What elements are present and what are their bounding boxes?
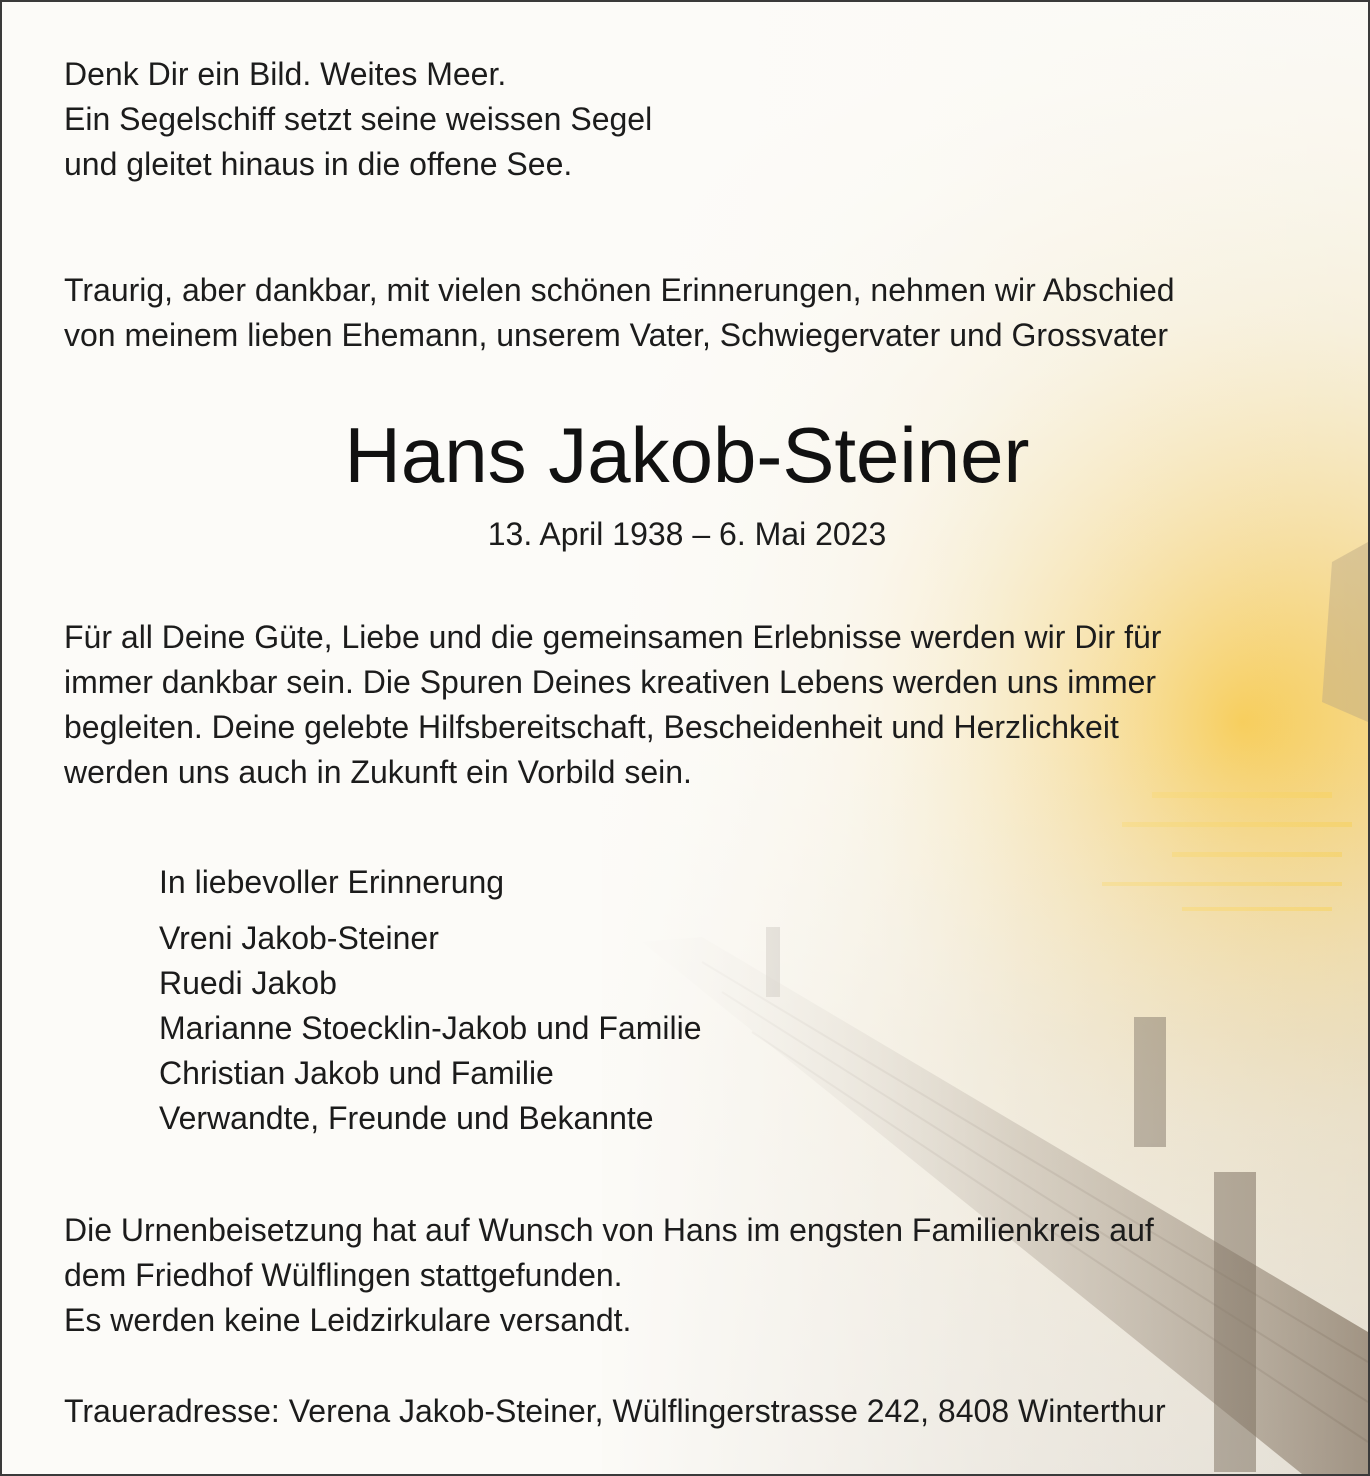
poem [64, 52, 652, 187]
mourners-list [159, 916, 701, 1141]
deceased-name: Hans Jakob-Steiner [344, 411, 1030, 499]
mourner: Christian Jakob und Familie [159, 1055, 554, 1091]
tribute-line: immer dankbar sein. Die Spuren Deines kreativen Lebens werden uns immer [64, 664, 1157, 700]
intro-line: Traurig, aber dankbar, mit vielen schönen Erinnerungen, nehmen wir Abschied [64, 272, 1175, 308]
obituary-content [2, 2, 1368, 1474]
burial-line: Die Urnenbeisetzung hat auf Wunsch von Hans im engsten Familienkreis auf [64, 1212, 1154, 1248]
tribute-line: werden uns auch in Zukunft ein Vorbild sein. [64, 754, 692, 790]
poem-line: Denk Dir ein Bild. Weites Meer. [64, 56, 507, 92]
burial-line: dem Friedhof Wülflingen stattgefunden. [64, 1257, 623, 1293]
burial-notice [64, 1208, 1154, 1343]
mourning-address: Traueradresse: Verena Jakob-Steiner, Wülflingerstrasse 242, 8408 Winterthur [64, 1393, 1166, 1429]
tribute-line: Für all Deine Güte, Liebe und die gemeinsamen Erlebnisse werden wir Dir für [64, 619, 1162, 655]
poem-line: Ein Segelschiff setzt seine weissen Segel [64, 101, 653, 137]
mourner: Ruedi Jakob [159, 965, 337, 1001]
tribute-text [64, 615, 1161, 795]
farewell-intro [64, 268, 1175, 358]
life-dates: 13. April 1938 – 6. Mai 2023 [487, 516, 887, 552]
poem-line: und gleitet hinaus in die offene See. [64, 146, 573, 182]
mourner: Marianne Stoecklin-Jakob und Familie [159, 1010, 702, 1046]
signature-heading: In liebevoller Erinnerung [159, 864, 505, 900]
tribute-line: begleiten. Deine gelebte Hilfsbereitschaft, Bescheidenheit und Herzlichkeit [64, 709, 1119, 745]
mourner: Vreni Jakob-Steiner [159, 920, 439, 956]
burial-line: Es werden keine Leidzirkulare versandt. [64, 1302, 632, 1338]
intro-line: von meinem lieben Ehemann, unserem Vater, Schwiegervater und Grossvater [64, 317, 1168, 353]
mourner: Verwandte, Freunde und Bekannte [159, 1100, 654, 1136]
